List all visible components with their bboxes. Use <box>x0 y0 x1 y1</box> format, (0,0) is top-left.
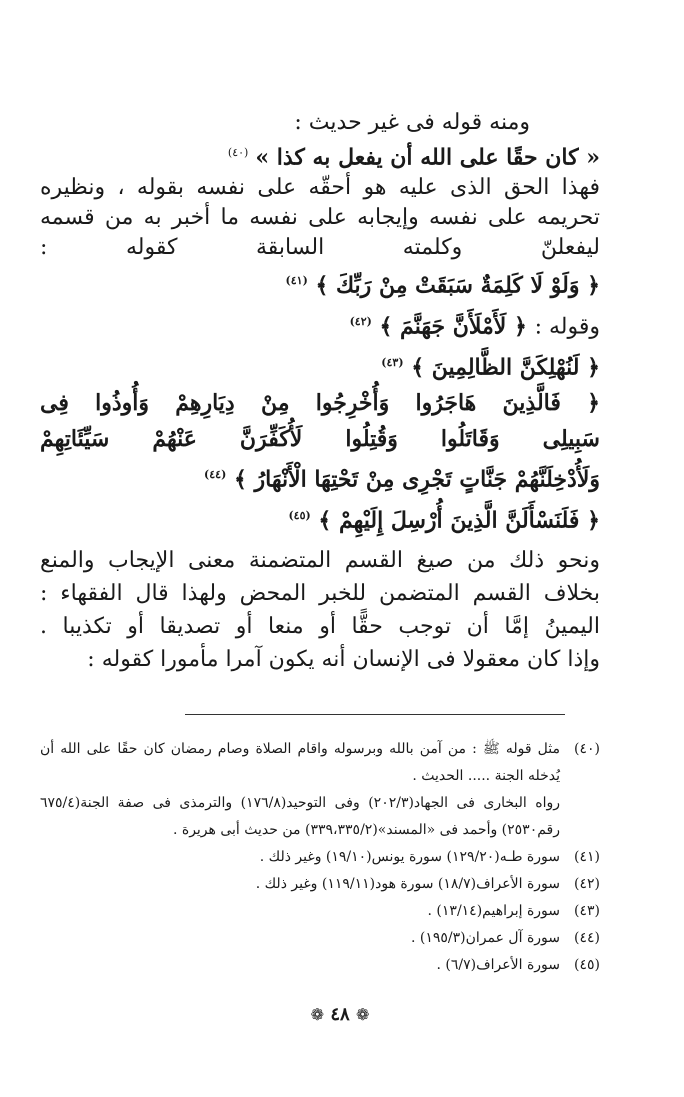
footnote-text: سورة الأعراف(٦/٧) . <box>436 957 560 973</box>
page-number <box>290 1004 390 1025</box>
intro-line: ومنه قوله فى غير حديث : <box>294 110 530 135</box>
footnote-45 <box>40 952 600 979</box>
footnote-text: سورة إبراهيم(١٣/١٤) . <box>427 903 560 919</box>
footnote-ref-45: (٤٥) <box>288 508 311 522</box>
hadith-quote-line <box>40 138 600 173</box>
footnote-43 <box>40 898 600 925</box>
verse-4-line-2: سَبِيلِى وَقَاتَلُوا وَقُتِلُوا لَأُكَفِّرَنَّ عَنْهُمْ سَيِّئَاتِهِمْ <box>40 426 600 453</box>
footnote-number: (٤٢) <box>574 876 600 892</box>
verse-3 <box>40 345 600 385</box>
footnote-number: (٤٥) <box>574 957 600 973</box>
footnote-text: سورة طـه(١٢٩/٢٠) سورة يونس(١٩/١٠) وغير ذلك . <box>259 849 560 865</box>
footnote-ref-43: (٤٣) <box>381 355 404 369</box>
footnote-ref-40: (٤٠) <box>227 146 249 159</box>
verse-4-line-3 <box>40 457 600 497</box>
verse-4-line-1: ﴿ فَالَّذِينَ هَاجَرُوا وَأُخْرِجُوا مِنْ دِيَارِهِمْ وَأُوذُوا فِى <box>40 390 600 417</box>
footnote-42 <box>40 871 600 898</box>
footnote-40 <box>40 736 600 790</box>
ornament-left-icon: ❁ <box>310 1005 325 1024</box>
ornament-right-icon: ❁ <box>355 1005 370 1024</box>
page-number-text: ٤٨ <box>330 1004 350 1025</box>
footnote-ref-44: (٤٤) <box>204 468 227 482</box>
paragraph-2: ونحو ذلك من صيغ القسم المتضمنة معنى الإيجاب والمنع بخلاف القسم المتضمن للخبر المحض ولهذا قال الفقهاء : اليمينُ إمَّا أن توجب حقًّا أو منعا أو تصديقا أو تكذيبا . <box>40 547 600 639</box>
verse-2-prefix: وقوله : <box>534 313 600 339</box>
verse-3-text: ﴿ لَنُهْلِكَنَّ الظَّالِمِينَ ﴾ <box>411 354 600 381</box>
footnote-41 <box>40 844 600 871</box>
footnote-44 <box>40 925 600 952</box>
footnote-number: (٤١) <box>574 849 600 865</box>
page-body <box>40 108 600 676</box>
footnote-text: سورة آل عمران(١٩٥/٣) . <box>411 930 560 946</box>
footnote-text: مثل قوله ﷺ : من آمن بالله وبرسوله واقام الصلاة وصام رمضان كان حقًا على الله أن يُدخله الجنة ..... الحديث . <box>40 741 560 784</box>
footnote-ref-42: (٤٢) <box>349 314 372 328</box>
footnote-text: سورة الأعراف(١٨/٧) سورة هود(١١٩/١١) وغير ذلك . <box>255 876 560 892</box>
verse-1-text: ﴿ وَلَوْ لَا كَلِمَةٌ سَبَقَتْ مِنْ رَبِّكَ ﴾ <box>315 272 600 299</box>
verse-2-text: ﴿ لَأَمْلَأَنَّ جَهَنَّمَ ﴾ <box>379 312 527 339</box>
footnotes <box>40 736 600 979</box>
footnote-40-source <box>40 790 600 844</box>
footnote-number: (٤٣) <box>574 903 600 919</box>
footnote-source-text: رواه البخارى فى الجهاد(٢٠٢/٣) وفى التوحيد(١٧٦/٨) والترمذى فى صفة الجنة(٦٧٥/٤ رقم٢٥٣٠) وأحمد فى «المسند»(٣٣٩،٣٣٥/٢) من حديث أبى هريرة . <box>40 795 560 838</box>
verse-4-text: وَلَأُدْخِلَنَّهُمْ جَنَّاتٍ تَجْرِى مِنْ تَحْتِهَا الْأَنْهَارُ ﴾ <box>233 466 600 493</box>
verse-5 <box>40 498 600 538</box>
verse-2 <box>40 304 600 345</box>
hadith-quote: « كان حقًا على الله أن يفعل به كذا » <box>255 144 600 171</box>
verse-1 <box>40 263 600 303</box>
footnote-number: (٤٤) <box>574 930 600 946</box>
footnote-number: (٤٠) <box>574 741 600 757</box>
paragraph-3: وإذا كان معقولا فى الإنسان أنه يكون آمرا مأمورا كقوله : <box>87 646 600 672</box>
footnote-divider <box>185 714 565 715</box>
paragraph-1: فهذا الحق الذى عليه هو أحقّه على نفسه بقوله ، ونظيره تحريمه على نفسه وإيجابه على نفسه ما أخبر به من قسمه ليفعلنّ وكلمته السابقة كقوله : <box>40 175 600 261</box>
verse-5-text: ﴿ فَلَنَسْأَلَنَّ الَّذِينَ أُرْسِلَ إِلَيْهِمْ ﴾ <box>318 506 600 533</box>
footnote-ref-41: (٤١) <box>285 274 308 288</box>
